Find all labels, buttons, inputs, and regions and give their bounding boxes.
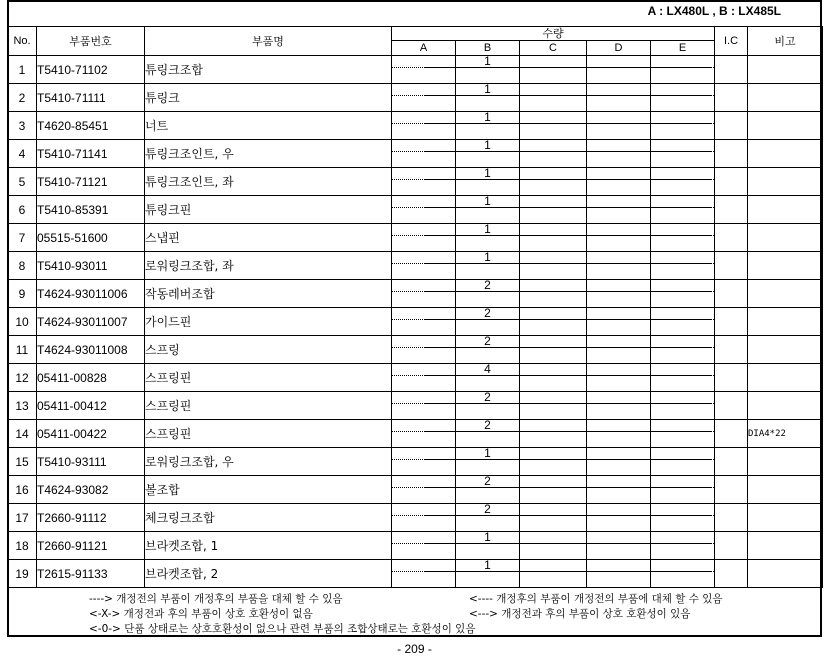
remark [748, 196, 823, 224]
qty-b [456, 532, 520, 560]
part-name: 가이드핀 [145, 308, 392, 336]
remark [748, 504, 823, 532]
qty-b [456, 84, 520, 112]
table-row [8, 448, 823, 476]
qty-c [520, 140, 587, 168]
qty-value: 2 [484, 418, 491, 432]
qty-d [587, 252, 651, 280]
qty-d [587, 560, 651, 588]
part-number: T5410-85391 [37, 196, 145, 224]
part-number: 05411-00412 [37, 392, 145, 420]
row-no: 19 [8, 560, 37, 588]
ic-cell [715, 560, 748, 588]
qty-b [456, 476, 520, 504]
qty-b [456, 308, 520, 336]
part-name: 로워링크조합, 우 [145, 448, 392, 476]
remark: DIA4*22 [748, 420, 823, 448]
qty-a [392, 448, 456, 476]
qty-a [392, 420, 456, 448]
row-no: 11 [8, 336, 37, 364]
qty-b [456, 140, 520, 168]
qty-a [392, 224, 456, 252]
qty-value: 1 [484, 54, 491, 68]
remark [748, 280, 823, 308]
qty-value: 1 [484, 446, 491, 460]
header-ic: I.C [715, 27, 748, 56]
qty-d [587, 364, 651, 392]
qty-b [456, 56, 520, 84]
table-row [8, 532, 823, 560]
qty-d [587, 112, 651, 140]
header-part-number: 부품번호 [37, 27, 145, 56]
table-row [8, 476, 823, 504]
row-no: 14 [8, 420, 37, 448]
qty-a [392, 168, 456, 196]
part-number: T5410-71102 [37, 56, 145, 84]
row-no: 2 [8, 84, 37, 112]
qty-c [520, 504, 587, 532]
ic-cell [715, 504, 748, 532]
qty-value: 1 [484, 222, 491, 236]
qty-d [587, 476, 651, 504]
qty-value: 2 [484, 278, 491, 292]
qty-b [456, 224, 520, 252]
qty-d [587, 392, 651, 420]
qty-a [392, 336, 456, 364]
qty-b [456, 420, 520, 448]
qty-value: 1 [484, 530, 491, 544]
header-no: No. [8, 27, 37, 56]
remark [748, 532, 823, 560]
qty-a [392, 84, 456, 112]
part-name: 스프링 [145, 336, 392, 364]
qty-b [456, 168, 520, 196]
ic-cell [715, 84, 748, 112]
remark [748, 308, 823, 336]
part-number: T2660-91121 [37, 532, 145, 560]
row-no: 1 [8, 56, 37, 84]
row-no: 4 [8, 140, 37, 168]
legend-assembly-compatible: <-0-> 단품 상태로는 상호호환성이 없으나 관련 부품의 조합상태로는 호환성이 있음 [89, 623, 476, 635]
qty-a [392, 476, 456, 504]
qty-e [651, 504, 715, 532]
ic-cell [715, 280, 748, 308]
row-no: 13 [8, 392, 37, 420]
qty-b [456, 280, 520, 308]
legend-compatible: <---> 개정전과 후의 부품이 상호 호환성이 있음 [469, 608, 691, 620]
remark [748, 84, 823, 112]
qty-c [520, 308, 587, 336]
ic-cell [715, 224, 748, 252]
qty-e [651, 56, 715, 84]
qty-b [456, 504, 520, 532]
ic-cell [715, 140, 748, 168]
remark [748, 392, 823, 420]
remark [748, 560, 823, 588]
qty-a [392, 56, 456, 84]
header-quantity: 수량 [392, 27, 715, 41]
remark [748, 56, 823, 84]
qty-a [392, 504, 456, 532]
table-row [8, 560, 823, 588]
qty-e [651, 336, 715, 364]
part-number: T5410-71121 [37, 168, 145, 196]
qty-c [520, 280, 587, 308]
parts-table [7, 26, 823, 588]
qty-d [587, 224, 651, 252]
remark [748, 336, 823, 364]
qty-b [456, 448, 520, 476]
remark [748, 224, 823, 252]
table-row [8, 252, 823, 280]
qty-c [520, 196, 587, 224]
header-col-b: B [456, 41, 520, 56]
table-row [8, 420, 823, 448]
qty-e [651, 280, 715, 308]
qty-d [587, 504, 651, 532]
qty-a [392, 308, 456, 336]
qty-value: 1 [484, 110, 491, 124]
remark [748, 168, 823, 196]
header-col-c: C [520, 41, 587, 56]
qty-value: 1 [484, 558, 491, 572]
row-no: 5 [8, 168, 37, 196]
ic-cell [715, 392, 748, 420]
row-no: 17 [8, 504, 37, 532]
part-name: 스프링핀 [145, 420, 392, 448]
table-row [8, 56, 823, 84]
part-number: 05411-00422 [37, 420, 145, 448]
table-row [8, 196, 823, 224]
part-name: 너트 [145, 112, 392, 140]
table-row [8, 336, 823, 364]
part-name: 튜링크조인트, 좌 [145, 168, 392, 196]
row-no: 16 [8, 476, 37, 504]
part-number: T5410-71111 [37, 84, 145, 112]
qty-b [456, 364, 520, 392]
table-row [8, 224, 823, 252]
qty-d [587, 168, 651, 196]
qty-b [456, 336, 520, 364]
qty-b [456, 196, 520, 224]
qty-c [520, 56, 587, 84]
qty-c [520, 168, 587, 196]
qty-d [587, 308, 651, 336]
ic-cell [715, 420, 748, 448]
qty-d [587, 196, 651, 224]
part-number: T5410-71141 [37, 140, 145, 168]
qty-c [520, 224, 587, 252]
qty-c [520, 532, 587, 560]
row-no: 15 [8, 448, 37, 476]
ic-cell [715, 196, 748, 224]
part-name: 브라켓조합, 1 [145, 532, 392, 560]
remark [748, 252, 823, 280]
qty-e [651, 224, 715, 252]
qty-value: 4 [484, 362, 491, 376]
ic-cell [715, 476, 748, 504]
header-col-e: E [651, 41, 715, 56]
qty-e [651, 532, 715, 560]
model-legend: A : LX480L , B : LX485L [647, 4, 781, 18]
part-name: 튜링크 [145, 84, 392, 112]
qty-c [520, 336, 587, 364]
qty-d [587, 84, 651, 112]
part-number: T4624-93011007 [37, 308, 145, 336]
part-name: 작동레버조합 [145, 280, 392, 308]
table-row [8, 364, 823, 392]
part-name: 로워링크조합, 좌 [145, 252, 392, 280]
part-number: T5410-93111 [37, 448, 145, 476]
header-col-d: D [587, 41, 651, 56]
legend-backward: <---- 개정후의 부품이 개정전의 부품에 대체 할 수 있음 [469, 593, 723, 605]
qty-a [392, 252, 456, 280]
ic-cell [715, 308, 748, 336]
qty-value: 1 [484, 250, 491, 264]
header-col-a: A [392, 41, 456, 56]
qty-b [456, 112, 520, 140]
qty-value: 1 [484, 166, 491, 180]
ic-cell [715, 112, 748, 140]
qty-c [520, 560, 587, 588]
qty-c [520, 252, 587, 280]
part-name: 튜링크조인트, 우 [145, 140, 392, 168]
compatibility-legend [7, 591, 822, 637]
row-no: 7 [8, 224, 37, 252]
part-number: 05411-00828 [37, 364, 145, 392]
qty-b [456, 392, 520, 420]
header-part-name: 부품명 [145, 27, 392, 56]
qty-a [392, 140, 456, 168]
qty-c [520, 448, 587, 476]
qty-a [392, 392, 456, 420]
qty-a [392, 560, 456, 588]
table-row [8, 280, 823, 308]
ic-cell [715, 336, 748, 364]
qty-value: 2 [484, 502, 491, 516]
qty-value: 1 [484, 138, 491, 152]
part-number: 05515-51600 [37, 224, 145, 252]
table-row [8, 112, 823, 140]
qty-a [392, 532, 456, 560]
part-number: T2660-91112 [37, 504, 145, 532]
qty-e [651, 168, 715, 196]
qty-e [651, 364, 715, 392]
part-name: 브라켓조합, 2 [145, 560, 392, 588]
part-number: T2615-91133 [37, 560, 145, 588]
qty-a [392, 196, 456, 224]
legend-incompatible: <-X-> 개정전과 후의 부품이 상호 호환성이 없음 [89, 608, 313, 620]
remark [748, 112, 823, 140]
ic-cell [715, 532, 748, 560]
qty-e [651, 84, 715, 112]
part-name: 튜링크핀 [145, 196, 392, 224]
row-no: 8 [8, 252, 37, 280]
qty-e [651, 112, 715, 140]
qty-d [587, 140, 651, 168]
qty-b [456, 560, 520, 588]
qty-d [587, 56, 651, 84]
part-name: 튜링크조합 [145, 56, 392, 84]
row-no: 9 [8, 280, 37, 308]
qty-e [651, 392, 715, 420]
qty-value: 2 [484, 306, 491, 320]
qty-c [520, 392, 587, 420]
row-no: 3 [8, 112, 37, 140]
table-row [8, 504, 823, 532]
row-no: 18 [8, 532, 37, 560]
table-row [8, 392, 823, 420]
qty-e [651, 420, 715, 448]
ic-cell [715, 168, 748, 196]
qty-e [651, 560, 715, 588]
qty-c [520, 476, 587, 504]
table-row [8, 308, 823, 336]
qty-d [587, 280, 651, 308]
qty-a [392, 364, 456, 392]
table-row [8, 140, 823, 168]
qty-value: 2 [484, 390, 491, 404]
qty-value: 1 [484, 194, 491, 208]
part-number: T4624-93082 [37, 476, 145, 504]
part-name: 볼조합 [145, 476, 392, 504]
remark [748, 476, 823, 504]
qty-value: 2 [484, 474, 491, 488]
part-number: T4620-85451 [37, 112, 145, 140]
remark [748, 448, 823, 476]
ic-cell [715, 448, 748, 476]
qty-d [587, 420, 651, 448]
ic-cell [715, 56, 748, 84]
remark [748, 364, 823, 392]
qty-a [392, 280, 456, 308]
remark [748, 140, 823, 168]
part-name: 스프링핀 [145, 364, 392, 392]
qty-e [651, 448, 715, 476]
qty-e [651, 140, 715, 168]
row-no: 6 [8, 196, 37, 224]
qty-value: 1 [484, 82, 491, 96]
table-row [8, 84, 823, 112]
row-no: 12 [8, 364, 37, 392]
part-number: T4624-93011006 [37, 280, 145, 308]
header-remarks: 비고 [748, 27, 823, 56]
qty-e [651, 252, 715, 280]
qty-c [520, 84, 587, 112]
qty-d [587, 532, 651, 560]
qty-c [520, 420, 587, 448]
table-row [8, 168, 823, 196]
qty-c [520, 364, 587, 392]
qty-value: 2 [484, 334, 491, 348]
qty-a [392, 112, 456, 140]
qty-d [587, 448, 651, 476]
qty-c [520, 112, 587, 140]
part-name: 체크링크조합 [145, 504, 392, 532]
row-no: 10 [8, 308, 37, 336]
part-name: 스냅핀 [145, 224, 392, 252]
part-number: T5410-93011 [37, 252, 145, 280]
ic-cell [715, 252, 748, 280]
part-number: T4624-93011008 [37, 336, 145, 364]
qty-e [651, 196, 715, 224]
legend-forward: ----> 개정전의 부품이 개정후의 부품을 대체 할 수 있음 [89, 593, 343, 605]
part-name: 스프링핀 [145, 392, 392, 420]
qty-d [587, 336, 651, 364]
qty-e [651, 308, 715, 336]
ic-cell [715, 364, 748, 392]
qty-b [456, 252, 520, 280]
qty-e [651, 476, 715, 504]
page-number: - 209 - [397, 642, 432, 656]
